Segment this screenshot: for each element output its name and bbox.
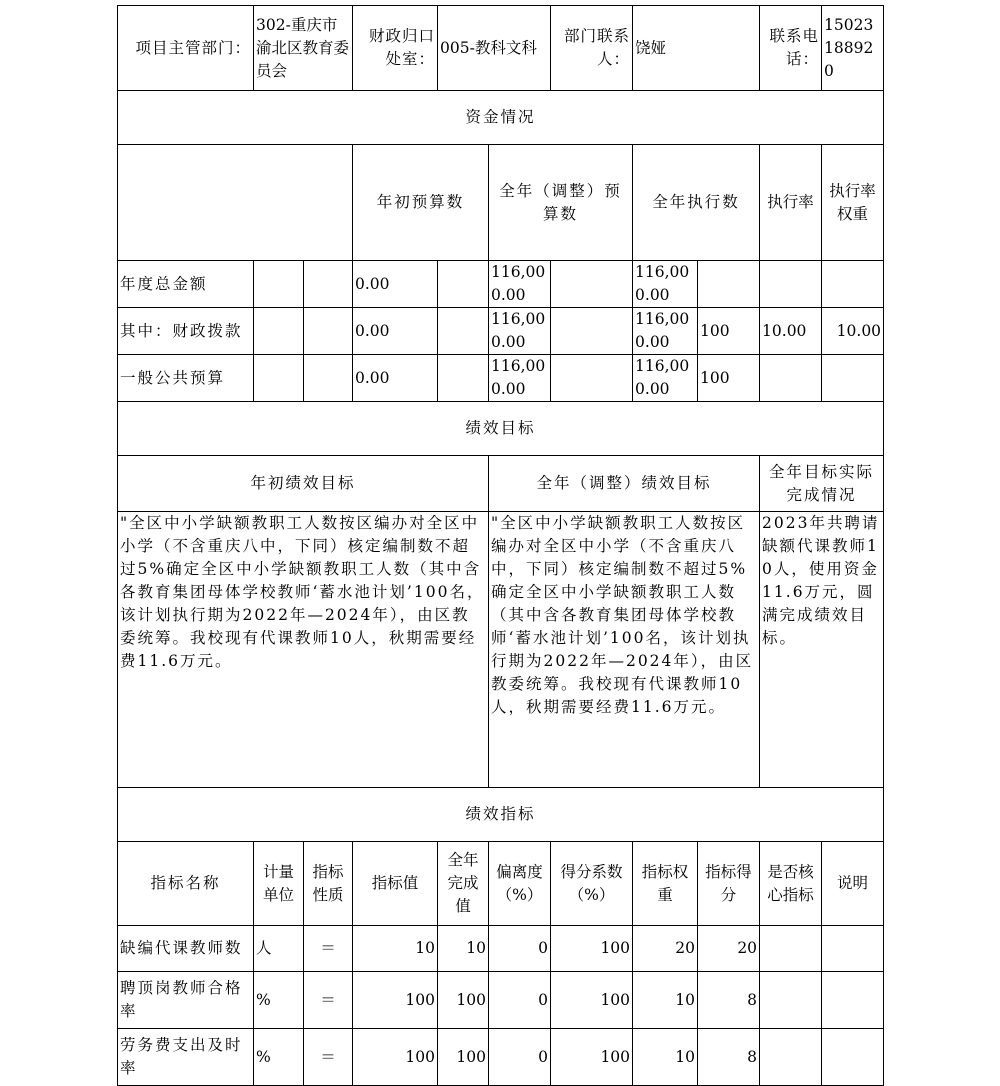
funds-row [118,308,884,355]
indicator-coefficient: 100 [551,1029,633,1086]
indicator-score: 20 [698,926,760,972]
funds-row [118,355,884,402]
indicator-row [118,972,884,1029]
indicator-deviation: 0 [489,926,551,972]
weight-value [760,355,822,402]
funds-section-title: 资金情况 [118,91,884,145]
adjusted-goal-text: "全区中小学缺额教职工人数按区编办对全区中小学（不含重庆八中，下同）核定编制数不超过5%确定全区中小学缺额教职工人数（其中含各教育集团母体学校教师‘蓄水池计划’100名，该计划执行期为2022年—2024年），由区教委统筹。我校现有代课教师10人，秋期需要经费11.6万元。 [489,512,760,788]
col-nature: 指标性质 [304,842,353,926]
indicator-name: 劳务费支出及时率 [118,1029,254,1086]
rate-value [698,261,760,308]
funds-row [118,261,884,308]
col-initial-goal: 年初绩效目标 [118,456,489,512]
phone-value: 15023188920 [822,6,884,91]
goals-section-title: 绩效目标 [118,402,884,456]
col-deviation: 偏离度（%） [489,842,551,926]
indicator-weight: 10 [633,972,698,1029]
col-indicator-score: 指标得分 [698,842,760,926]
indicator-coefficient: 100 [551,972,633,1029]
header-row [118,6,884,91]
col-note: 说明 [822,842,884,926]
indicator-name: 聘顶岗教师合格率 [118,972,254,1029]
initial-goal-text: "全区中小学缺额教职工人数按区编办对全区中小学（不含重庆八中，下同）核定编制数不超过5%确定全区中小学缺额教职工人数（其中含各教育集团母体学校教师‘蓄水池计划’100名，该计划执行期为2022年—2024年），由区教委统筹。我校现有代课教师10人，秋期需要经费11.6万元。 [118,512,489,788]
contact-value: 饶娅 [633,6,760,91]
finance-label: 财政归口处室： [353,6,438,91]
score-value: 10.00 [822,308,884,355]
score-value [822,355,884,402]
dept-label: 项目主管部门： [118,6,254,91]
indicators-header-row [118,842,884,926]
adjusted-value: 116,000.00 [489,355,551,402]
contact-label: 部门联系人： [551,6,633,91]
adjusted-value: 116,000.00 [489,261,551,308]
col-indicator-name: 指标名称 [118,842,254,926]
goals-header-row [118,456,884,512]
indicator-done: 10 [438,926,489,972]
indicator-done: 100 [438,1029,489,1086]
adjusted-value: 116,000.00 [489,308,551,355]
row-label: 年度总金额 [118,261,254,308]
indicator-nature: ＝ [304,1029,353,1086]
indicator-weight: 20 [633,926,698,972]
phone-label: 联系电话： [760,6,822,91]
col-adjusted-goal: 全年（调整）绩效目标 [489,456,760,512]
indicator-deviation: 0 [489,1029,551,1086]
funds-header-row [118,145,884,261]
indicator-value: 100 [353,972,438,1029]
col-exec-rate: 执行率 [760,145,822,261]
row-label: 其中：财政拨款 [118,308,254,355]
indicator-core [760,972,822,1029]
col-adjusted-budget: 全年（调整）预算数 [489,145,633,261]
finance-value: 005-教科文科 [438,6,551,91]
indicator-nature: ＝ [304,972,353,1029]
col-indicator-value: 指标值 [353,842,438,926]
col-indicator-weight: 指标权重 [633,842,698,926]
indicator-note [822,1029,884,1086]
indicator-unit: % [254,1029,304,1086]
executed-value: 116,000.00 [633,355,698,402]
indicators-section-title: 绩效指标 [118,788,884,842]
indicator-core [760,926,822,972]
rate-value: 100 [698,308,760,355]
indicator-note [822,972,884,1029]
rate-value: 100 [698,355,760,402]
col-completed: 全年完成值 [438,842,489,926]
col-is-core: 是否核心指标 [760,842,822,926]
col-actual-completion: 全年目标实际完成情况 [760,456,884,512]
indicator-name: 缺编代课教师数 [118,926,254,972]
col-rate-weight: 执行率权重 [822,145,884,261]
indicator-score: 8 [698,1029,760,1086]
indicator-note [822,926,884,972]
indicator-row [118,926,884,972]
indicator-row [118,1029,884,1086]
col-coefficient: 得分系数（%） [551,842,633,926]
col-executed: 全年执行数 [633,145,760,261]
dept-value: 302-重庆市渝北区教育委员会 [254,6,353,91]
row-label: 一般公共预算 [118,355,254,402]
indicator-unit: 人 [254,926,304,972]
actual-completion-text: 2023年共聘请缺额代课教师10人，使用资金11.6万元，圆满完成绩效目标。 [760,512,884,788]
col-initial-budget: 年初预算数 [353,145,489,261]
score-value [822,261,884,308]
indicator-weight: 10 [633,1029,698,1086]
executed-value: 116,000.00 [633,261,698,308]
initial-value: 0.00 [353,308,438,355]
initial-value: 0.00 [353,355,438,402]
col-unit: 计量单位 [254,842,304,926]
indicator-coefficient: 100 [551,926,633,972]
indicator-done: 100 [438,972,489,1029]
performance-table [117,5,884,1086]
indicator-value: 10 [353,926,438,972]
indicator-nature: ＝ [304,926,353,972]
weight-value [760,261,822,308]
goals-content-row [118,512,884,788]
indicator-core [760,1029,822,1086]
indicator-score: 8 [698,972,760,1029]
weight-value: 10.00 [760,308,822,355]
indicator-deviation: 0 [489,972,551,1029]
executed-value: 116,000.00 [633,308,698,355]
indicator-unit: % [254,972,304,1029]
initial-value: 0.00 [353,261,438,308]
indicator-value: 100 [353,1029,438,1086]
